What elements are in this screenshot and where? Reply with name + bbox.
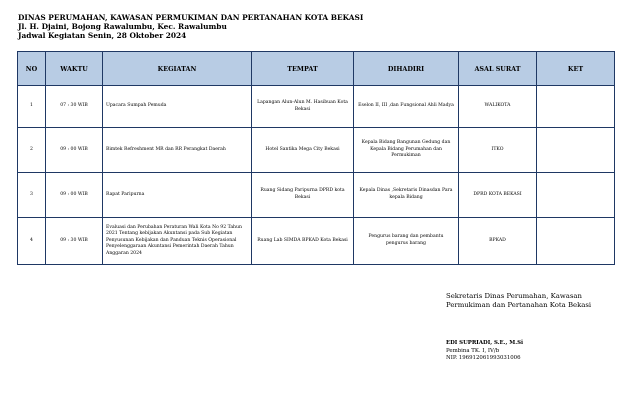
cell-no: 4 (18, 218, 46, 265)
signature-block (446, 340, 523, 363)
col-header-kegiatan: KEGIATAN (103, 52, 252, 86)
signatory-name: EDI SUPRIADI, S.E., M.Si (446, 340, 524, 346)
cell-waktu: 09 : 00 WIB (46, 173, 103, 218)
cell-tempat: Hotel Santika Mega City Bekasi (252, 128, 354, 173)
col-header-waktu: WAKTU (46, 52, 103, 86)
cell-asal-surat: DPRD KOTA BEKASI (459, 173, 537, 218)
signatory-nip: NIP. 196912061993031006 (446, 355, 521, 362)
cell-waktu: 09 : 30 WIB (46, 218, 103, 265)
cell-ket (537, 218, 615, 265)
cell-tempat: Ruang Lab SIMDA BPKAD Kota Bekasi (252, 218, 354, 265)
col-header-tempat: TEMPAT (252, 52, 354, 86)
cell-kegiatan: Bimtek Refreshment MR dan RR Perangkat Daerah (103, 128, 252, 173)
cell-dihadiri: Eselon II, III ,dan Fungsional Ahli Madya (354, 86, 459, 128)
cell-tempat: Lapangan Alun-Alun M. Hasibuan Kota Bekasi (252, 86, 354, 128)
cell-ket (537, 86, 615, 128)
col-header-asal-surat: ASAL SURAT (459, 52, 537, 86)
cell-dihadiri: Pengurus barang dan pembantu pengurus barang (354, 218, 459, 265)
cell-waktu: 09 : 00 WIB (46, 128, 103, 173)
header-agency: DINAS PERUMAHAN, KAWASAN PERMUKIMAN DAN PERTANAHAN KOTA BEKASI (18, 13, 364, 22)
cell-no: 1 (18, 86, 46, 128)
table-row (18, 86, 615, 128)
cell-kegiatan: Rapat Paripurna (103, 173, 252, 218)
header-address: Jl. H. Djaini, Bojong Rawalumbu, Kec. Rawalumbu (18, 22, 227, 32)
cell-waktu: 07 : 30 WIB (46, 86, 103, 128)
cell-asal-surat: WALIKOTA (459, 86, 537, 128)
col-header-no: NO (18, 52, 46, 86)
cell-kegiatan: Upacara Sumpah Pemuda (103, 86, 252, 128)
signature-office (446, 292, 591, 311)
cell-ket (537, 173, 615, 218)
cell-dihadiri: Kepala Dinas ,Sekretaris Dinasdan Para kepala Bidang (354, 173, 459, 218)
cell-asal-surat: ITKO (459, 128, 537, 173)
table-row (18, 128, 615, 173)
signature-office-line2: Permukiman dan Pertanahan Kota Bekasi (446, 301, 592, 310)
document-header (18, 13, 363, 41)
cell-tempat: Ruang Sidang Paripurna DPRD kota Bekasi (252, 173, 354, 218)
cell-no: 2 (18, 128, 46, 173)
table-row (18, 218, 615, 265)
cell-ket (537, 128, 615, 173)
cell-dihadiri: Kepala Bidang Bangunan Gedung dan Kepala Bidang Perumahan dan Permukiman (354, 128, 459, 173)
cell-no: 3 (18, 173, 46, 218)
cell-kegiatan: Evaluasi dan Perubahan Peraturan Wali Kota No 92 Tahun 2021 Tentang kebijakan Akuntansi pada Sub Kegiatan Penyusunan Kebijakan dan Panduan Teknis Operasional Penyelenggaraan Akuntansi Pemerintah Daerah Tahun Anggaran 2024 (103, 218, 252, 265)
schedule-table (17, 51, 615, 265)
col-header-ket: KET (537, 52, 615, 86)
table-row (18, 173, 615, 218)
col-header-dihadiri: DIHADIRI (354, 52, 459, 86)
table-header-row (18, 52, 615, 86)
header-schedule-date: Jadwal Kegiatan Senin, 28 Oktober 2024 (18, 31, 187, 41)
signature-office-line1: Sekretaris Dinas Perumahan, Kawasan (446, 292, 582, 300)
signatory-rank: Pembina TK. I, IV/b (446, 347, 500, 354)
cell-asal-surat: BPKAD (459, 218, 537, 265)
